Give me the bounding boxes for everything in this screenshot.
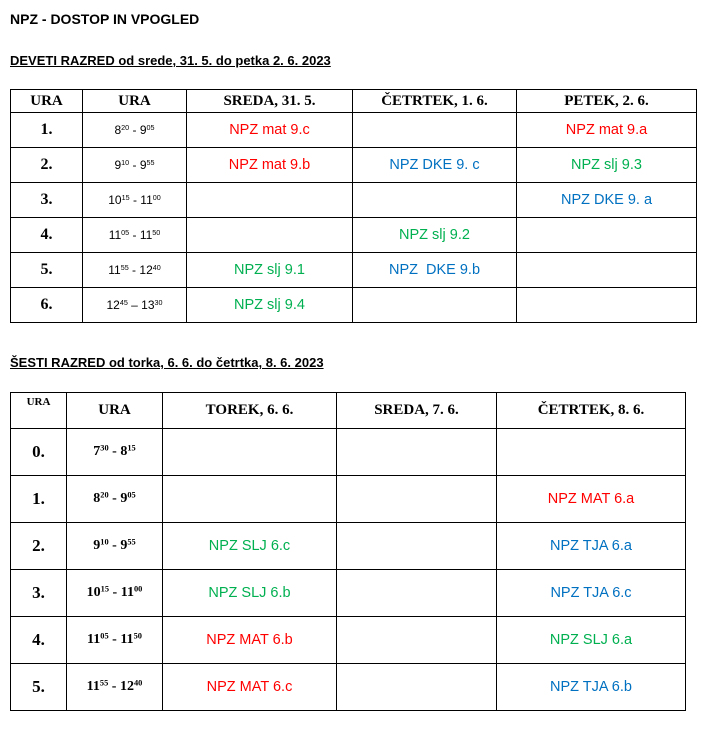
- exam-entry: NPZ slj 9.1: [234, 262, 305, 278]
- period-cell: 2.: [11, 148, 83, 183]
- exam-cell: [163, 476, 337, 523]
- table-row: [11, 113, 697, 148]
- end-minute: 00: [133, 584, 143, 594]
- exam-cell: [337, 664, 497, 711]
- exam-entry: NPZ MAT 6.b: [206, 632, 293, 648]
- exam-cell: [517, 218, 697, 253]
- start-hour: 10: [108, 193, 122, 207]
- header-cell: SREDA, 7. 6.: [337, 393, 497, 429]
- end-minute: 05: [127, 490, 136, 500]
- exam-cell: [517, 183, 697, 218]
- end-minute: 30: [154, 298, 163, 308]
- time-cell: [83, 148, 187, 183]
- exam-cell: [163, 429, 337, 476]
- period-cell: 6.: [11, 288, 83, 323]
- time-cell: [67, 570, 163, 617]
- exam-entry: NPZ mat 9.c: [229, 122, 310, 138]
- period-cell: 1.: [11, 476, 67, 523]
- end-hour: 9: [120, 491, 128, 506]
- end-minute: 00: [152, 193, 161, 203]
- grade6-rows: [11, 429, 686, 711]
- table-row: [11, 253, 697, 288]
- exam-cell: [353, 148, 517, 183]
- grade9-schedule-table: [10, 89, 697, 323]
- exam-cell: [517, 253, 697, 288]
- time-separator: -: [108, 444, 121, 459]
- time-cell: [83, 218, 187, 253]
- end-hour: 11: [120, 632, 134, 647]
- exam-cell: [337, 429, 497, 476]
- exam-cell: [163, 523, 337, 570]
- exam-cell: [353, 218, 517, 253]
- time-separator: -: [129, 228, 140, 242]
- document-title: NPZ - DOSTOP IN VPOGLED: [10, 11, 200, 27]
- end-hour: 12: [139, 263, 153, 277]
- exam-cell: [497, 523, 686, 570]
- exam-cell: [337, 523, 497, 570]
- start-minute: 20: [121, 123, 130, 133]
- exam-cell: [187, 253, 353, 288]
- time-cell: [83, 253, 187, 288]
- exam-cell: [163, 570, 337, 617]
- grade9-heading: DEVETI RAZRED od srede, 31. 5. do petka 2. 6. 2023: [10, 53, 331, 68]
- start-hour: 7: [93, 444, 101, 459]
- exam-entry: NPZ mat 9.b: [228, 157, 311, 173]
- period-cell: 3.: [11, 570, 67, 617]
- period-cell: 5.: [11, 664, 67, 711]
- table-row: [11, 523, 686, 570]
- start-hour: 10: [86, 585, 101, 600]
- table-row: [11, 664, 686, 711]
- exam-cell: [187, 183, 353, 218]
- end-hour: 11: [120, 585, 134, 600]
- exam-cell: [517, 148, 697, 183]
- time-separator: -: [108, 679, 120, 694]
- exam-entry: NPZ slj 9.4: [234, 297, 305, 313]
- header-cell: TOREK, 6. 6.: [163, 393, 337, 429]
- start-hour: 11: [108, 228, 122, 242]
- start-minute: 10: [100, 537, 109, 547]
- exam-cell: [517, 113, 697, 148]
- start-hour: 11: [108, 263, 121, 277]
- exam-cell: [497, 617, 686, 664]
- exam-cell: [497, 664, 686, 711]
- header-cell: URA: [83, 90, 187, 113]
- exam-entry: NPZ SLJ 6.b: [208, 585, 291, 601]
- exam-entry: NPZ slj 9.2: [399, 227, 470, 243]
- time-separator: –: [127, 298, 142, 312]
- start-minute: 55: [99, 678, 109, 688]
- header-cell: PETEK, 2. 6.: [517, 90, 697, 113]
- exam-entry: NPZ mat 9.a: [565, 122, 648, 138]
- end-hour: 11: [140, 193, 153, 207]
- exam-cell: [497, 476, 686, 523]
- time-cell: [67, 476, 163, 523]
- start-hour: 8: [93, 491, 101, 506]
- period-cell: 2.: [11, 523, 67, 570]
- exam-entry: NPZ slj 9.3: [571, 157, 642, 173]
- period-cell: 5.: [11, 253, 83, 288]
- header-cell: URA: [11, 393, 67, 429]
- start-hour: 9: [114, 158, 122, 172]
- header-cell: ČETRTEK, 1. 6.: [353, 90, 517, 113]
- time-cell: [67, 523, 163, 570]
- time-separator: -: [129, 123, 140, 137]
- exam-cell: [337, 617, 497, 664]
- grade9-rows: [11, 113, 697, 323]
- exam-cell: [187, 288, 353, 323]
- header-cell: URA: [67, 393, 163, 429]
- end-hour: 9: [139, 123, 147, 137]
- exam-cell: [337, 570, 497, 617]
- period-cell: 0.: [11, 429, 67, 476]
- exam-cell: [353, 183, 517, 218]
- table-row: [11, 617, 686, 664]
- exam-cell: [163, 664, 337, 711]
- end-hour: 9: [139, 158, 147, 172]
- time-cell: [83, 113, 187, 148]
- exam-entry: NPZ TJA 6.c: [550, 585, 632, 601]
- start-minute: 55: [120, 263, 129, 273]
- time-separator: -: [129, 158, 140, 172]
- end-minute: 40: [133, 678, 143, 688]
- exam-entry: NPZ DKE 9.b: [388, 262, 481, 278]
- table-row: [11, 288, 697, 323]
- start-minute: 30: [100, 443, 109, 453]
- time-cell: [67, 664, 163, 711]
- end-minute: 50: [133, 631, 142, 641]
- start-hour: 11: [86, 679, 100, 694]
- header-cell: ČETRTEK, 8. 6.: [497, 393, 686, 429]
- end-minute: 55: [146, 158, 155, 168]
- period-cell: 4.: [11, 218, 83, 253]
- exam-entry: NPZ DKE 9. c: [389, 157, 480, 173]
- start-hour: 8: [114, 123, 122, 137]
- start-minute: 20: [100, 490, 109, 500]
- exam-cell: [353, 288, 517, 323]
- start-hour: 9: [93, 538, 101, 553]
- grade6-schedule-table: [10, 392, 686, 711]
- exam-entry: NPZ SLJ 6.c: [208, 538, 291, 554]
- end-minute: 15: [127, 443, 136, 453]
- exam-entry: NPZ TJA 6.b: [550, 679, 632, 695]
- table-row: [11, 570, 686, 617]
- table-row: [11, 183, 697, 218]
- exam-cell: [497, 429, 686, 476]
- exam-cell: [187, 148, 353, 183]
- table-header-row: [11, 90, 697, 113]
- time-separator: -: [108, 491, 121, 506]
- exam-entry: NPZ MAT 6.c: [206, 679, 293, 695]
- time-separator: -: [128, 263, 140, 277]
- exam-cell: [187, 218, 353, 253]
- table-header-row: [11, 393, 686, 429]
- end-minute: 55: [127, 537, 136, 547]
- end-hour: 11: [139, 228, 153, 242]
- exam-entry: NPZ MAT 6.a: [547, 491, 635, 507]
- start-hour: 12: [106, 298, 120, 312]
- exam-entry: NPZ DKE 9. a: [560, 192, 653, 208]
- end-hour: 9: [120, 538, 128, 553]
- exam-entry: NPZ SLJ 6.a: [549, 632, 633, 648]
- start-minute: 15: [100, 584, 110, 594]
- start-minute: 45: [119, 298, 128, 308]
- start-minute: 05: [121, 228, 130, 238]
- time-separator: -: [109, 585, 121, 600]
- end-minute: 50: [152, 228, 161, 238]
- exam-cell: [353, 113, 517, 148]
- table-row: [11, 148, 697, 183]
- time-cell: [83, 288, 187, 323]
- header-cell: URA: [11, 90, 83, 113]
- exam-cell: [187, 113, 353, 148]
- time-separator: -: [129, 193, 141, 207]
- end-hour: 13: [141, 298, 155, 312]
- start-minute: 05: [100, 631, 109, 641]
- exam-cell: [497, 570, 686, 617]
- time-cell: [83, 183, 187, 218]
- exam-cell: [517, 288, 697, 323]
- period-cell: 3.: [11, 183, 83, 218]
- end-hour: 8: [120, 444, 128, 459]
- time-cell: [67, 617, 163, 664]
- time-cell: [67, 429, 163, 476]
- start-hour: 11: [87, 632, 101, 647]
- grade6-heading: ŠESTI RAZRED od torka, 6. 6. do četrtka, 8. 6. 2023: [10, 355, 324, 370]
- time-separator: -: [108, 538, 121, 553]
- end-minute: 05: [146, 123, 155, 133]
- end-hour: 12: [119, 679, 134, 694]
- start-minute: 10: [121, 158, 130, 168]
- table-row: [11, 476, 686, 523]
- exam-entry: NPZ TJA 6.a: [550, 538, 632, 554]
- exam-cell: [337, 476, 497, 523]
- header-cell: SREDA, 31. 5.: [187, 90, 353, 113]
- exam-cell: [163, 617, 337, 664]
- time-separator: -: [108, 632, 121, 647]
- period-cell: 1.: [11, 113, 83, 148]
- exam-cell: [353, 253, 517, 288]
- start-minute: 15: [121, 193, 130, 203]
- period-cell: 4.: [11, 617, 67, 664]
- end-minute: 40: [152, 263, 161, 273]
- table-row: [11, 218, 697, 253]
- table-row: [11, 429, 686, 476]
